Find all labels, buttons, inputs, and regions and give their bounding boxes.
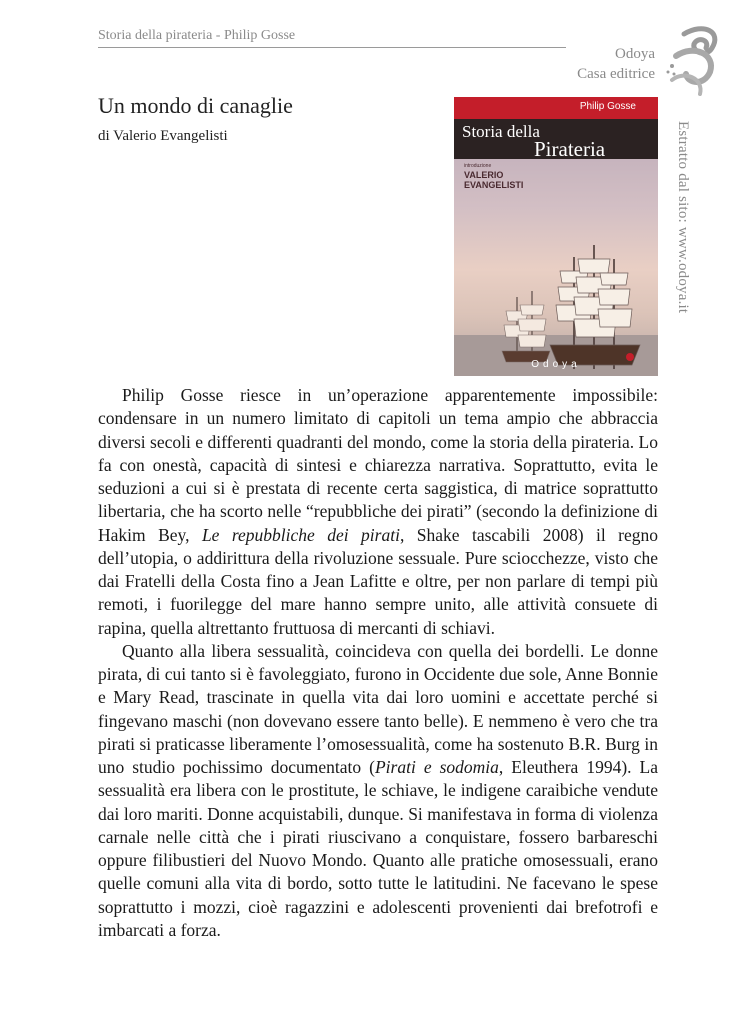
paragraph-text: , Shake tascabili 2008) il regno dell’utopia, o addirittura della rivoluzione sessuale. Pure sciocchezze, visto che dai Fratelli della Costa fino a Jean Lafitte e oltre, per non parlare di tempi più remoti, i fuorilegge del mare hanno sempre unito, alle attività consuete di rapina, quella altrettanto fruttuosa di mercanti di schiavi. [98, 524, 658, 638]
book-title-italic: Le repubbliche dei pirati [201, 524, 400, 545]
running-title: Storia della pirateria - Philip Gosse [98, 28, 296, 43]
book-title-italic: Pirati e sodomia [374, 757, 499, 777]
publisher-name [560, 44, 655, 84]
cover-title-line-1: Storia della [462, 122, 540, 141]
article-byline: di Valerio Evangelisti [98, 128, 228, 144]
odoya-logo-icon [664, 22, 724, 102]
article-body [98, 384, 658, 942]
cover-intro-name: VALERIO EVANGELISTI [464, 170, 524, 190]
sailing-ships-illustration [454, 159, 658, 376]
paragraph-text: Philip Gosse riesce in un’operazione apparentemente impossibile: condensare in un numero limitato di capitoli un tema ampio che abbraccia diversi secoli e differenti quadranti del mondo, come la storia della pirateria. Lo fa con onestà, capacità di sintesi e chiarezza narrativa. Soprattutto, evita le seduzioni a cui si è prestata di recente certa saggistica, di matrice soprattutto libertaria, che ha scorto nelle “repubbliche dei pirati” (secondo la definizione di Hakim Bey, [98, 385, 658, 545]
source-note: Estratto dal sito: www.odoya.it [675, 121, 691, 314]
body-paragraph [98, 640, 658, 942]
header-rule [98, 47, 566, 48]
body-paragraph [98, 384, 658, 640]
cover-author: Philip Gosse [579, 101, 636, 112]
cover-intro-label: introduzione [464, 163, 492, 169]
publisher-line-2: Casa editrice [577, 66, 655, 82]
paragraph-text: Quanto alla libera sessualità, coincideva con quella dei bordelli. Le donne pirata, di cui tanto si è favoleggiato, furono in Occidente due sole, Anne Bonnie e Mary Read, trascinate in quella vita dai loro uomini e accettate perché si fingevano maschi (non dovevano essere tanto belle). E nemmeno è vero che tra pirati si praticasse liberamente l’omosessualità, come ha sostenuto B.R. Burg in uno studio pochissimo documentato ( [98, 640, 658, 777]
paragraph-text: , Eleuthera 1994). La sessualità era libera con le prostitute, le schiave, le indigene caraibiche vendute dai loro mariti. Donne acquistabili, dunque. Si manifestava in forma di violenza carnale nelle città che i pirati riuscivano a conquistare, fossero barbareschi oppure filibustieri del Nuovo Mondo. Quanto alle pratiche omosessuali, erano quelle comuni alla vita di bordo, sotto tutte le latitudini. Ne facevano le spese soprattutto i mozzi, cioè ragazzini e adolescenti provenienti dai brefotrofi e imbarcati a forza. [98, 757, 658, 940]
article-title: Un mondo di canaglie [98, 93, 293, 118]
cover-publisher: Odoya [531, 359, 581, 370]
cover-title-line-2: Pirateria [534, 137, 606, 161]
publisher-line-1: Odoya [615, 46, 655, 62]
book-cover-image [454, 97, 658, 376]
